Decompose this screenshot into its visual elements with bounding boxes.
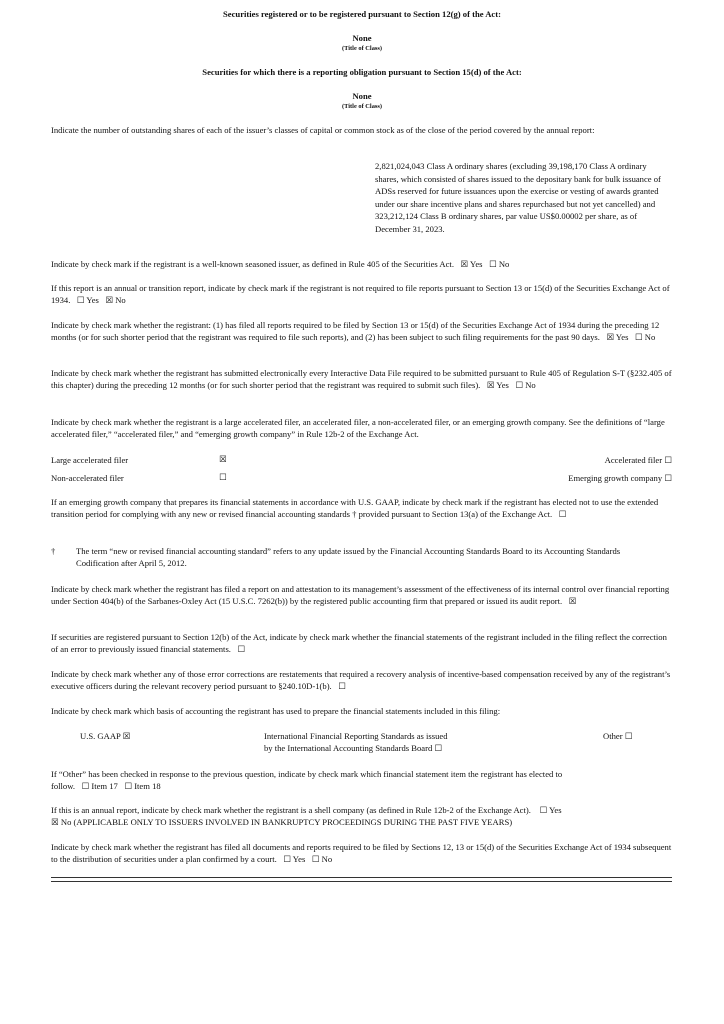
ifrs-option-line2: by the International Accounting Standards Board ☐ xyxy=(264,743,443,754)
other-item-question-line2: follow. ☐ Item 17 ☐ Item 18 xyxy=(51,781,161,792)
other-item-question-line1: If “Other” has been checked in response to the previous question, indicate by check mark which financial statement item the registrant has elected to xyxy=(51,769,563,779)
ifrs-option-line1: International Financial Reporting Standards as issued xyxy=(264,731,448,741)
us-gaap-checkbox[interactable]: ☒ xyxy=(122,732,131,742)
footnote-text: The term “new or revised financial accounting standard” refers to any update issued by the Financial Accounting Standards Board to its Accounting Standards Codification after April 5, 2012. xyxy=(76,546,621,569)
filer-status-question: Indicate by check mark whether the registrant is a large accelerated filer, an accelerated filer, a non-accelerated filer, or an emerging growth company. See the definitions of “large accelerated filer,” “accelerated filer,” and “emerging growth company” in Rule 12b-2 of the Exchange Act. xyxy=(51,417,665,440)
transition-report-question: If this report is an annual or transition report, indicate by check mark if the registrant is not required to file reports pursuant to Section 13 or 15(d) of the Securities Exchange Act of 1934. ☐ Yes ☒ No xyxy=(51,283,670,307)
wksi-yes-checkbox[interactable]: ☒ xyxy=(460,260,469,270)
wksi-no-checkbox[interactable]: ☐ xyxy=(488,260,497,270)
bankruptcy-yes-checkbox[interactable]: ☐ xyxy=(283,855,291,866)
emerging-growth-company-option: Emerging growth company ☐ xyxy=(568,473,672,484)
accelerated-filer-option: Accelerated filer ☐ xyxy=(604,455,672,466)
restatement-question: Indicate by check mark whether any of those error corrections are restatements that required a recovery analysis of incentive-based compensation received by any of the registrant’s executive officers during the relevant recovery period pursuant to §240.10D-1(b). ☐ xyxy=(51,669,671,693)
bankruptcy-question: Indicate by check mark whether the registrant has filed all documents and reports required to be filed by Sections 12, 13 or 15(d) of the Securities Exchange Act of 1934 subsequent to the distribution of securities under a plan confirmed by a court. ☐ Yes ☐ No xyxy=(51,842,672,866)
error-correction-question: If securities are registered pursuant to Section 12(b) of the Act, indicate by check mark whether the financial statements of the registrant included in the filing reflect the correction of an error to previously issued financial statements. ☐ xyxy=(51,632,667,656)
item-18-checkbox[interactable]: ☐ xyxy=(124,782,133,792)
error-correction-checkbox[interactable]: ☐ xyxy=(237,645,246,656)
section-12g-value: None xyxy=(352,33,372,43)
section-15d-caption: (Title of Class) xyxy=(342,103,382,110)
transition-no-checkbox[interactable]: ☒ xyxy=(105,296,114,307)
interactive-no-checkbox[interactable]: ☐ xyxy=(515,381,524,392)
section-12g-heading: Securities registered or to be registered pursuant to Section 12(g) of the Act: xyxy=(223,9,501,19)
section-15d-heading: Securities for which there is a reporting obligation pursuant to Section 15(d) of the Act: xyxy=(202,67,522,77)
item-17-checkbox[interactable]: ☐ xyxy=(81,782,90,792)
large-accelerated-filer-checkbox[interactable]: ☒ xyxy=(219,455,227,465)
shell-company-question: If this is an annual report, indicate by check mark whether the registrant is a shell company (as defined in Rule 12b-2 of the Exchange Act). ☐ Yes xyxy=(51,805,562,816)
us-gaap-option: U.S. GAAP ☒ xyxy=(80,731,131,742)
icfr-attestation-question: Indicate by check mark whether the registrant has filed a report on and attestation to its management’s assessment of the effectiveness of its internal control over financial reporting under Section 404(b) of the Sarbanes-Oxley Act (15 U.S.C. 7262(b)) by the registered public accounting firm that prepared or issued its audit report. ☒ xyxy=(51,584,670,608)
bottom-rule-bottom xyxy=(51,881,672,882)
bottom-rule-top xyxy=(51,877,672,878)
shell-no-checkbox[interactable]: ☒ xyxy=(51,818,59,828)
section-15d-value: None xyxy=(352,91,372,101)
bankruptcy-no-checkbox[interactable]: ☐ xyxy=(311,855,320,866)
egc-transition-checkbox[interactable]: ☐ xyxy=(558,510,567,521)
large-accelerated-filer-label: Large accelerated filer xyxy=(51,455,129,465)
filed-no-checkbox[interactable]: ☐ xyxy=(634,333,643,344)
non-accelerated-filer-label: Non-accelerated filer xyxy=(51,473,124,483)
other-basis-option: Other ☐ xyxy=(603,731,633,742)
outstanding-shares-answer: 2,821,024,043 Class A ordinary shares (excluding 39,198,170 Class A ordinary shares, which consisted of shares issued to the depositary bank for bulk issuance of ADSs reserved for future issuances upon the exercise or vesting of awards granted under our share incentive plans and shares repurchased but not yet cancelled) and 323,212,124 Class B ordinary shares, par value US$0.00002 per share, as of December 31, 2023. xyxy=(375,161,661,234)
wksi-question: Indicate by check mark if the registrant is a well-known seasoned issuer, as defined in Rule 405 of the Securities Act. ☒ Yes ☐ No xyxy=(51,259,510,270)
shell-yes-checkbox[interactable]: ☐ xyxy=(539,806,548,816)
interactive-data-question: Indicate by check mark whether the registrant has submitted electronically every Interactive Data File required to be submitted pursuant to Rule 405 of Regulation S-T (§232.405 of this chapter) during the preceding 12 months (or for such shorter period that the registrant was required to submit such files). ☒ Yes ☐ No xyxy=(51,368,672,392)
filed-reports-question: Indicate by check mark whether the registrant: (1) has filed all reports required to be filed by Section 13 or 15(d) of the Securities Exchange Act of 1934 during the preceding 12 months (or for such shorter period that the registrant was required to file such reports), and (2) has been subject to such filing requirements for the past 90 days. ☒ Yes ☐ No xyxy=(51,320,660,344)
section-12g-caption: (Title of Class) xyxy=(342,45,382,52)
ifrs-checkbox[interactable]: ☐ xyxy=(434,744,443,754)
egc-transition-question: If an emerging growth company that prepares its financial statements in accordance with U.S. GAAP, indicate by check mark if the registrant has elected not to use the extended transition period for complying with any new or revised financial accounting standards † provided pursuant to Section 13(a) of the Exchange Act. ☐ xyxy=(51,497,659,521)
icfr-attestation-checkbox[interactable]: ☒ xyxy=(568,597,577,608)
footnote-mark: † xyxy=(51,546,56,556)
other-basis-checkbox[interactable]: ☐ xyxy=(624,732,633,742)
accelerated-filer-checkbox[interactable]: ☐ xyxy=(664,456,672,466)
restatement-checkbox[interactable]: ☐ xyxy=(338,682,346,693)
accounting-basis-question: Indicate by check mark which basis of accounting the registrant has used to prepare the financial statements included in this filing: xyxy=(51,706,501,716)
shell-no-option: ☒ No (APPLICABLE ONLY TO ISSUERS INVOLVED IN BANKRUPTCY PROCEEDINGS DURING THE PAST FIVE YEARS) xyxy=(51,817,513,828)
transition-yes-checkbox[interactable]: ☐ xyxy=(76,296,85,307)
emerging-growth-company-checkbox[interactable]: ☐ xyxy=(664,474,672,484)
interactive-yes-checkbox[interactable]: ☒ xyxy=(486,381,495,392)
outstanding-shares-question: Indicate the number of outstanding shares of each of the issuer’s classes of capital or common stock as of the close of the period covered by the annual report: xyxy=(51,125,595,135)
non-accelerated-filer-checkbox[interactable]: ☐ xyxy=(219,473,227,483)
filed-yes-checkbox[interactable]: ☒ xyxy=(606,333,615,344)
